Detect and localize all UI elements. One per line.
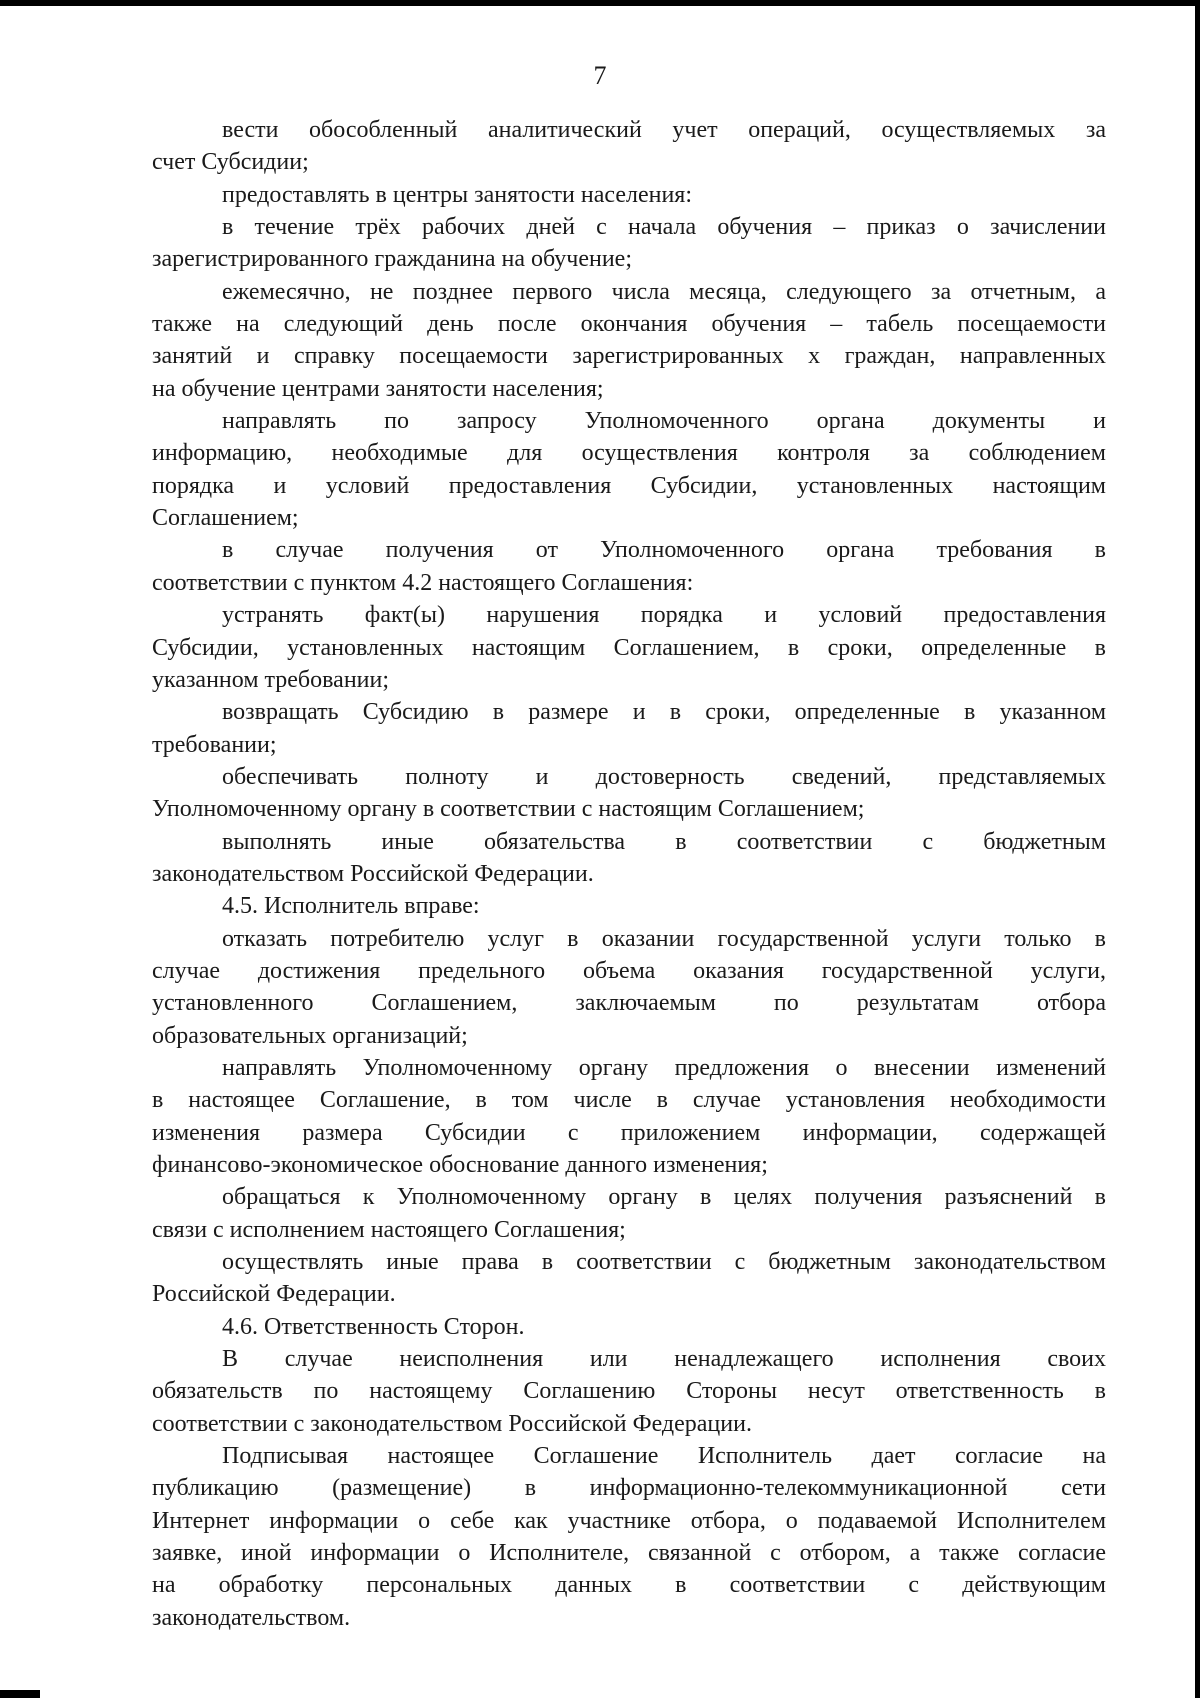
text-line: возвращать Субсидию в размере и в сроки, определенные в указанном [222,699,1106,726]
text-line: предоставлять в центры занятости населения: [222,181,693,208]
text-line: заявке, иной информации о Исполнителе, связанной с отбором, а также согласие [152,1540,1106,1567]
text-line: информацию, необходимые для осуществления контроля за соблюдением [152,440,1106,467]
document-body [152,114,1106,1634]
text-line: Субсидии, установленных настоящим Соглашением, в сроки, определенные в [152,634,1106,661]
text-line: выполнять иные обязательства в соответствии с бюджетным [222,828,1106,855]
text-line: ежемесячно, не позднее первого числа месяца, следующего за отчетным, а [222,278,1106,305]
text-line: в течение трёх рабочих дней с начала обучения – приказ о зачислении [222,214,1106,241]
text-line: образовательных организаций; [152,1022,468,1049]
text-line: финансово-экономическое обоснование данного изменения; [152,1152,768,1178]
text-line: осуществлять иные права в соответствии с бюджетным законодательством [222,1249,1106,1276]
text-line: на обработку персональных данных в соответствии с действующим [152,1572,1106,1599]
text-line: счет Субсидии; [152,149,309,176]
text-line: в настоящее Соглашение, в том числе в случае установления необходимости [152,1087,1106,1114]
text-line: законодательством Российской Федерации. [152,860,594,887]
text-line: Уполномоченному органу в соответствии с настоящим Соглашением; [152,796,865,823]
text-line: направлять по запросу Уполномоченного органа документы и [222,408,1106,435]
text-line: порядка и условий предоставления Субсидии, установленных настоящим [152,472,1106,499]
text-line: изменения размера Субсидии с приложением информации, содержащей [152,1119,1106,1146]
text-line: в случае получения от Уполномоченного органа требования в [222,537,1106,564]
text-line: Подписывая настоящее Соглашение Исполнитель дает согласие на [222,1443,1106,1470]
text-line: Соглашением; [152,505,299,532]
page-number: 7 [593,61,607,90]
text-line: зарегистрированного гражданина на обучение; [152,246,632,273]
text-line: отказать потребителю услуг в оказании государственной услуги только в [222,925,1106,952]
text-line: обращаться к Уполномоченному органу в целях получения разъяснений в [222,1184,1106,1211]
text-line: на обучение центрами занятости населения; [152,375,604,402]
text-line: Российской Федерации. [152,1281,396,1308]
text-line: соответствии с пунктом 4.2 настоящего Соглашения: [152,569,694,596]
text-line: соответствии с законодательством Российской Федерации. [152,1410,752,1437]
text-line: законодательством. [152,1604,351,1631]
text-line: направлять Уполномоченному органу предложения о внесении изменений [222,1054,1106,1081]
text-line: В случае неисполнения или ненадлежащего исполнения своих [222,1346,1106,1373]
text-line: требовании; [152,731,277,758]
text-line: Интернет информации о себе как участнике отбора, о подаваемой Исполнителем [152,1507,1106,1534]
text-line: установленного Соглашением, заключаемым по результатам отбора [152,990,1106,1017]
text-line: 4.6. Ответственность Сторон. [222,1313,525,1340]
text-line: устранять факт(ы) нарушения порядка и условий предоставления [222,602,1106,629]
scan-edge-top [0,0,1200,6]
text-line: публикацию (размещение) в информационно-телекоммуникационной сети [152,1475,1106,1502]
scan-edge-bottom-left [0,1690,40,1698]
text-line: обеспечивать полноту и достоверность сведений, представляемых [222,763,1106,790]
text-line: указанном требовании; [152,666,390,693]
text-line: занятий и справку посещаемости зарегистрированных х граждан, направленных [152,343,1106,370]
text-line: также на следующий день после окончания обучения – табель посещаемости [152,311,1106,338]
text-line: вести обособленный аналитический учет операций, осуществляемых за [222,117,1106,143]
text-line: случае достижения предельного объема оказания государственной услуги, [152,957,1106,984]
text-line: обязательств по настоящему Соглашению Стороны несут ответственность в [152,1378,1106,1405]
text-line: связи с исполнением настоящего Соглашения; [152,1216,626,1243]
text-line: 4.5. Исполнитель вправе: [222,893,480,920]
scan-edge-right [1195,0,1200,1698]
